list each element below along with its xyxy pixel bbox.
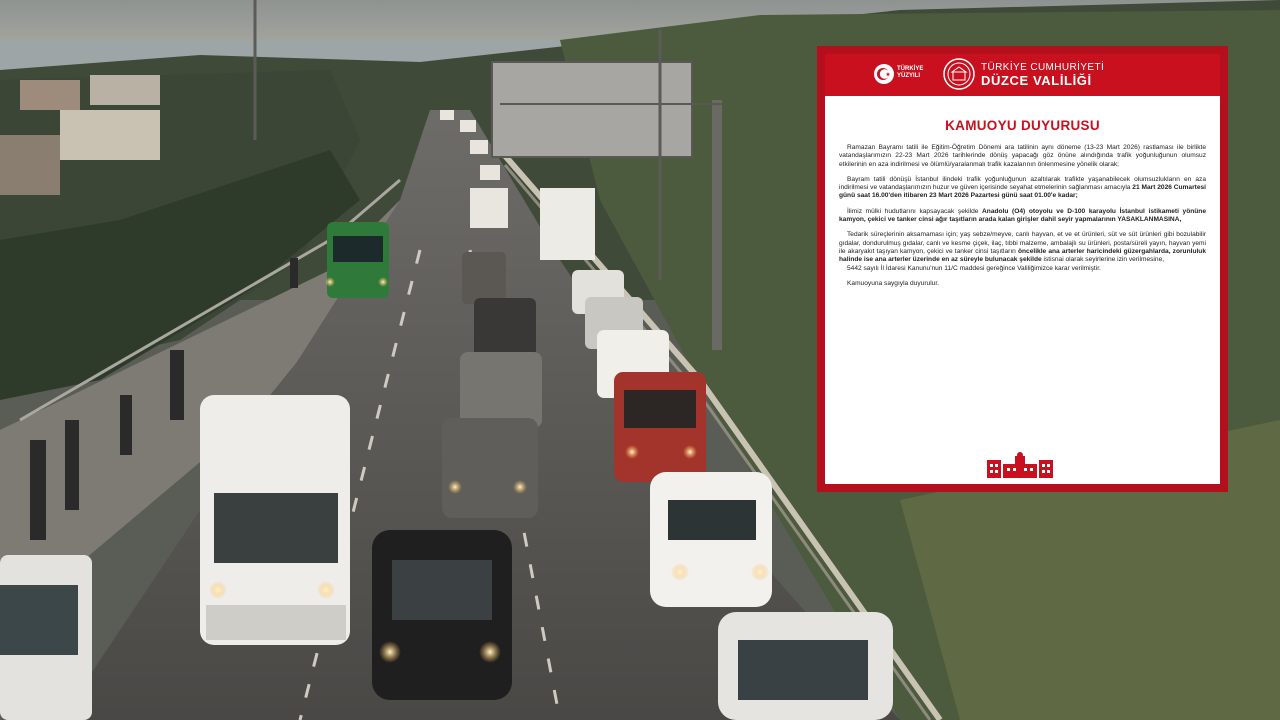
governorship-building-icon [985, 450, 1055, 480]
paragraph-2-bold: 21 Mart 2026 Cumartesi günü saat 16.00'den itibaren 23 Mart 2026 Pazartesi günü saat 01.00'e kadar; [839, 184, 1206, 200]
turkiye-yuzyili-logo [873, 60, 933, 90]
announcement-header [825, 54, 1220, 96]
paragraph-4-tail: istisnai olarak seyirlerine izin verilmesine, [1041, 256, 1165, 264]
paragraph-2-text: Bayram tatili dönüşü İstanbul ilindeki trafik yoğunluğunun azaltılarak trafikte yaşanabilecek olumsuzlukların en aza indirilmesi ve vatandaşlarımızın huzur ve güven içerisinde seyahat etmelerinin sağlanması amacıyla [839, 175, 1206, 192]
paragraph-3-text: İlimiz mülki hudutlarını kapsayacak şekilde [847, 207, 983, 215]
institution-line1: TÜRKİYE CUMHURİYETİ [981, 62, 1105, 73]
paragraph-3-bold: Anadolu (O4) otoyolu ve D-100 karayolu İstanbul istikameti yönüne kamyon, çekici ve tanker cinsi ağır taşıtların arada kalan girişler dahil seyir yapmalarının YASAKLANMASINA, [839, 207, 1206, 224]
brand-left-text: TÜRKİYE YÜZYILI [897, 66, 924, 79]
paragraph-6: Kamuoyuna saygıyla duyurulur. [847, 279, 939, 287]
announcement-paper [825, 54, 1220, 484]
institution-brand [943, 58, 1143, 92]
paragraph-4-bold: öncelikle ana arterler haricindeki güzergahlarda, zorunluluk halinde ise ana arterler üzerinde en az süreyle bulunacak şekilde [839, 247, 1207, 264]
paragraph-5: 5442 sayılı İl İdaresi Kanunu'nun 11/C maddesi gereğince Valiliğimizce karar verilmiştir. [847, 264, 1101, 272]
paragraph-2 [839, 176, 1206, 201]
crescent-star-icon [873, 63, 895, 85]
governorship-seal-icon [943, 58, 975, 90]
announcement-card [817, 46, 1228, 492]
paragraph-4-text: Tedarik süreçlerinin aksamaması için; yaş sebze/meyve, canlı hayvan, et ve et ürünleri, süt ve süt ürünleri gibi bozulabilir gıdalar, dondurulmuş gıdalar, canlı ve kesme çiçek, ilaç, tıbbi malzeme, ambalajlı su ürünleri, posta/süreli yayın, hayvan yemi ile akaryakıt taşıyan kamyon, çekici ve tanker cinsi taşıtların [839, 231, 1206, 255]
announcement-body [839, 144, 1206, 295]
paragraph-3 [839, 208, 1206, 225]
institution-line2: DÜZCE VALİLİĞİ [981, 73, 1092, 88]
paragraph-4 [839, 231, 1206, 264]
announcement-title: KAMUOYU DUYURUSU [945, 118, 1100, 133]
paragraph-1: Ramazan Bayramı tatili ile Eğitim-Öğretim Dönemi ara tatilinin aynı döneme (13-23 Mart 2026) rastlaması ile birlikte vatandaşlarımızın 22-23 Mart 2026 tarihlerinde dönüş yapacağı göz önüne alındığında trafik yoğunluğunun olumsuz etkilerinin en aza indirilmesi ve ölümlü/yaralanmalı trafik kazalarının önlenmesine yönelik olarak; [839, 144, 1206, 168]
